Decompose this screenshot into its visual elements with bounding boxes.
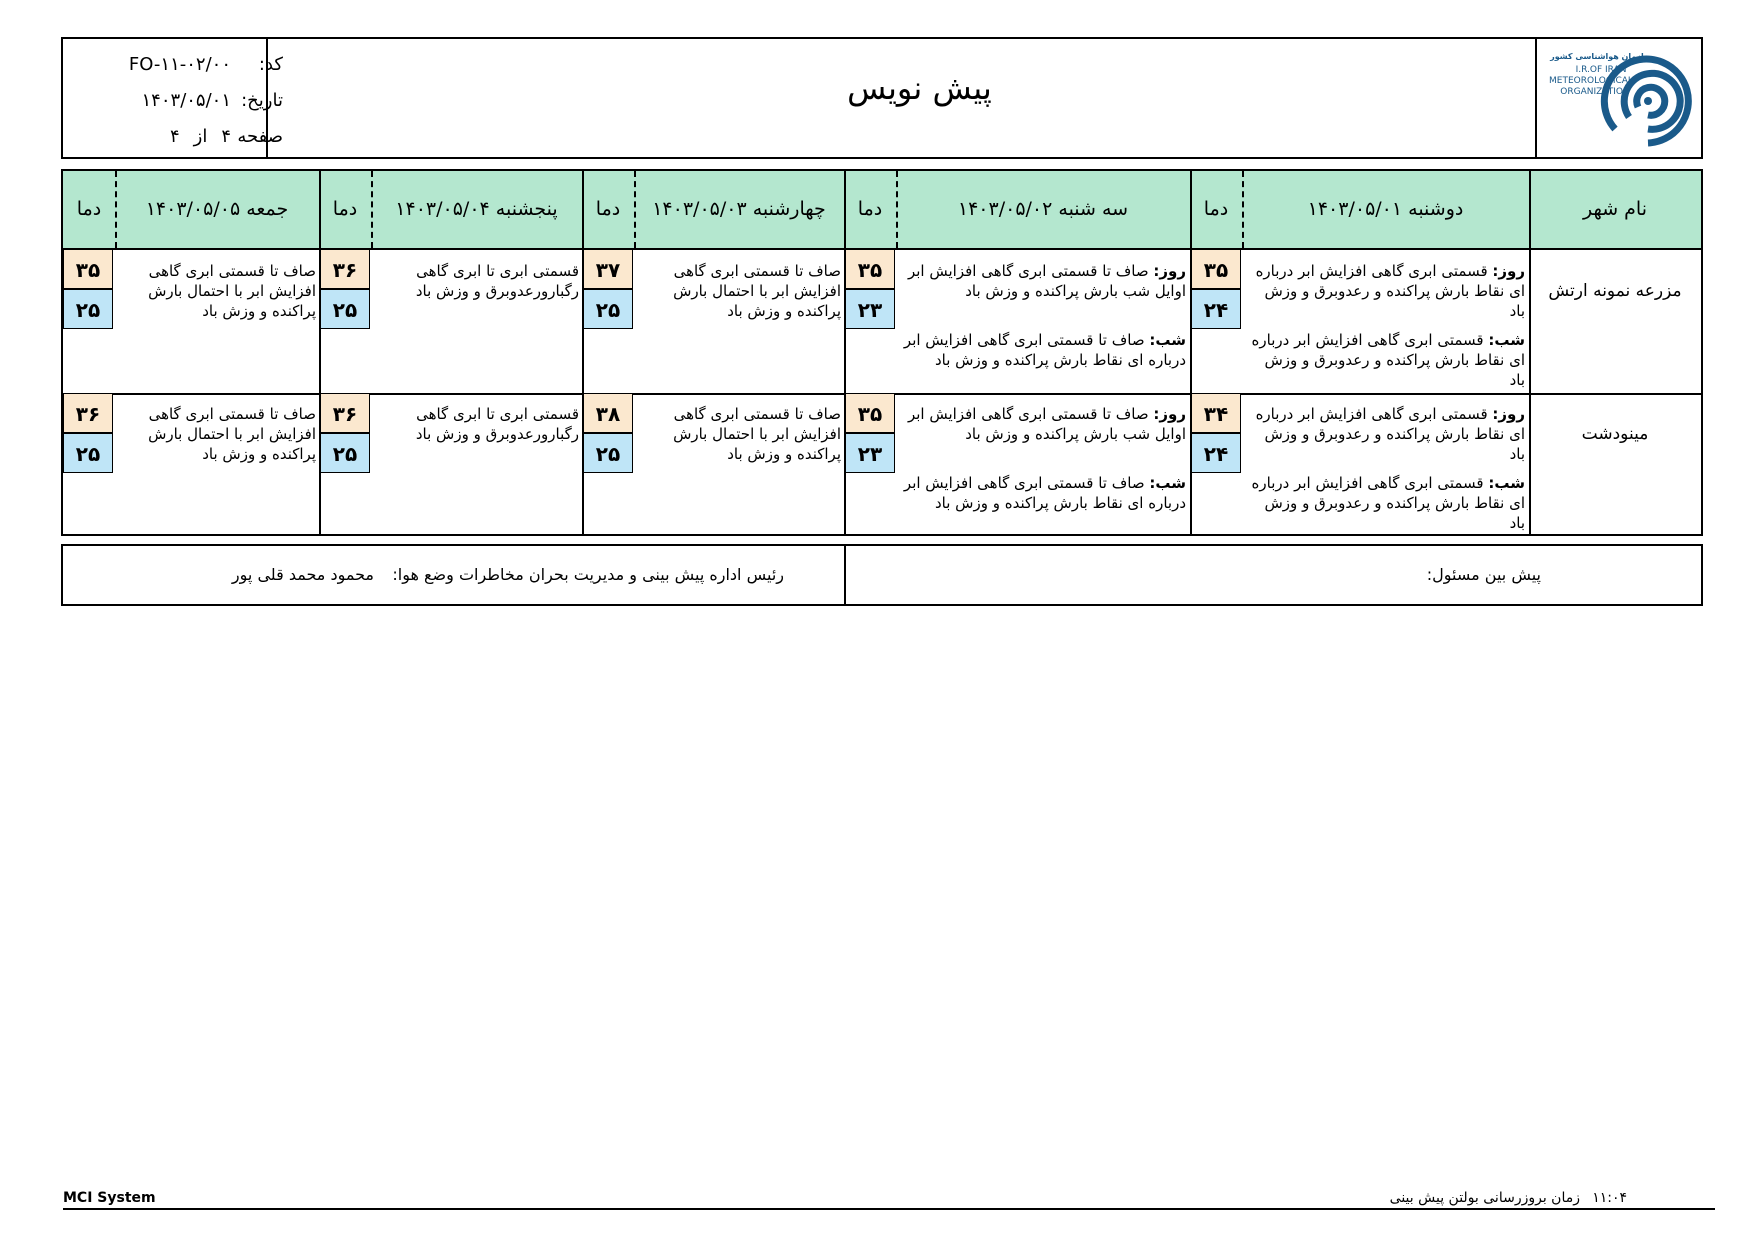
forecast-day-text: روز: قسمتی ابری گاهی افزایش ابر درباره ای نقاط بارش پراکنده و رعدوبرق و وزش باد — [1255, 262, 1525, 320]
city-header: نام شهر — [1582, 198, 1648, 220]
min-temp: ۲۵ — [320, 433, 370, 473]
day-label: روز: — [1153, 405, 1186, 423]
min-temp: ۲۵ — [320, 289, 370, 329]
forecast-night-text: شب: قسمتی ابری گاهی افزایش ابر درباره ای نقاط بارش پراکنده و رعدوبرق و وزش باد — [1251, 331, 1525, 389]
min-temp: ۲۳ — [845, 289, 895, 329]
update-time: ۱۱:۰۴ — [1592, 1190, 1627, 1206]
temp-header-3: دما — [595, 198, 621, 220]
signature-footer — [61, 544, 1703, 606]
logo-emblem-icon — [1543, 45, 1693, 153]
max-temp: ۳۵ — [845, 249, 895, 289]
document-meta — [83, 47, 283, 155]
temp-header-5: دما — [76, 198, 102, 220]
max-temp: ۳۵ — [845, 393, 895, 433]
forecast-day-text: روز: صاف تا قسمتی ابری گاهی افزایش ابر اوایل شب بارش پراکنده و وزش باد — [907, 405, 1186, 443]
header-divider — [1535, 39, 1537, 157]
forecast-night-text: شب: صاف تا قسمتی ابری گاهی افزایش ابر درباره ای نقاط بارش پراکنده و وزش باد — [903, 474, 1186, 512]
temp-header-2: دما — [857, 198, 883, 220]
organization-logo — [1543, 45, 1693, 153]
forecast-table — [61, 169, 1703, 536]
logo-en-text-1: I.R.OF IRAN — [1575, 65, 1627, 75]
department-head-name: محمود محمد قلی پور — [231, 565, 374, 584]
min-temp: ۲۳ — [845, 433, 895, 473]
update-label: زمان بروزرسانی بولتن پیش بینی — [1389, 1190, 1580, 1206]
min-temp: ۲۵ — [63, 433, 113, 473]
min-temp: ۲۴ — [1191, 433, 1241, 473]
logo-fa-text: سازمان هواشناسی کشور — [1550, 52, 1652, 61]
night-label: شب: — [1488, 331, 1525, 349]
department-head-label: رئیس اداره پیش بینی و مدیریت بحران مخاطرات وضع هوا: — [392, 565, 784, 584]
min-temp: ۲۵ — [583, 289, 633, 329]
forecast-night-text: شب: صاف تا قسمتی ابری گاهی افزایش ابر درباره ای نقاط بارش پراکنده و وزش باد — [903, 331, 1186, 369]
day-label: روز: — [1492, 405, 1525, 423]
day-label: روز: — [1153, 262, 1186, 280]
forecast-text: صاف تا قسمتی ابری گاهی افزایش ابر با احتمال بارش پراکنده و وزش باد — [148, 262, 316, 320]
page-title: پیش نویس — [847, 69, 992, 107]
forecast-day-text: روز: صاف تا قسمتی ابری گاهی افزایش ابر اوایل شب بارش پراکنده و وزش باد — [907, 262, 1186, 300]
min-temp: ۲۴ — [1191, 289, 1241, 329]
min-temp: ۲۵ — [63, 289, 113, 329]
temp-header-1: دما — [1203, 198, 1229, 220]
day-header-3: چهارشنبه ۱۴۰۳/۰۵/۰۳ — [652, 198, 826, 220]
max-temp: ۳۵ — [63, 249, 113, 289]
page-number: ۴ — [221, 126, 231, 147]
header-divider — [266, 39, 268, 157]
page-label: صفحه — [237, 126, 283, 147]
night-label: شب: — [1488, 474, 1525, 492]
forecast-text: صاف تا قسمتی ابری گاهی افزایش ابر با احتمال بارش پراکنده و وزش باد — [673, 262, 841, 320]
forecast-day-text: روز: قسمتی ابری گاهی افزایش ابر درباره ای نقاط بارش پراکنده و رعدوبرق و وزش باد — [1255, 405, 1525, 463]
day-header-5: جمعه ۱۴۰۳/۰۵/۰۵ — [145, 198, 289, 220]
temp-header-4: دما — [332, 198, 358, 220]
max-temp: ۳۵ — [1191, 249, 1241, 289]
min-temp: ۲۵ — [583, 433, 633, 473]
night-label: شب: — [1149, 331, 1186, 349]
day-header-4: پنجشنبه ۱۴۰۳/۰۵/۰۴ — [395, 198, 558, 220]
city-name: مینودشت — [1581, 424, 1649, 444]
form-code: FO-۱۱-۰۲/۰۰ — [128, 54, 231, 75]
system-name: MCI System — [63, 1190, 156, 1206]
forecast-text: صاف تا قسمتی ابری گاهی افزایش ابر با احتمال بارش پراکنده و وزش باد — [148, 405, 316, 463]
forecaster-label: پیش بین مسئول: — [1426, 565, 1541, 584]
page-total: ۴ — [169, 126, 180, 147]
forecast-text: صاف تا قسمتی ابری گاهی افزایش ابر با احتمال بارش پراکنده و وزش باد — [673, 405, 841, 463]
max-temp: ۳۷ — [583, 249, 633, 289]
day-label: روز: — [1492, 262, 1525, 280]
max-temp: ۳۶ — [63, 393, 113, 433]
max-temp: ۳۴ — [1191, 393, 1241, 433]
day-header-2: سه شنبه ۱۴۰۳/۰۵/۰۲ — [957, 198, 1129, 220]
page-of-label: از — [193, 126, 208, 147]
footer-divider — [844, 546, 846, 604]
max-temp: ۳۸ — [583, 393, 633, 433]
forecast-text: قسمتی ابری تا ابری گاهی رگبارورعدوبرق و وزش باد — [415, 262, 579, 300]
forecast-night-text: شب: قسمتی ابری گاهی افزایش ابر درباره ای نقاط بارش پراکنده و رعدوبرق و وزش باد — [1251, 474, 1525, 532]
day-header-1: دوشنبه ۱۴۰۳/۰۵/۰۱ — [1307, 198, 1464, 220]
bottom-bar — [63, 1188, 1715, 1210]
forecast-text: قسمتی ابری تا ابری گاهی رگبارورعدوبرق و وزش باد — [415, 405, 579, 443]
issue-date: ۱۴۰۳/۰۵/۰۱ — [141, 90, 231, 111]
document-header — [61, 37, 1703, 159]
logo-en-text-3: ORGANIZATION — [1560, 87, 1630, 97]
night-label: شب: — [1149, 474, 1186, 492]
code-label: کد: — [258, 54, 283, 75]
date-label: تاریخ: — [241, 90, 283, 111]
max-temp: ۳۶ — [320, 393, 370, 433]
city-name: مزرعه نمونه ارتش — [1548, 281, 1682, 301]
max-temp: ۳۶ — [320, 249, 370, 289]
logo-en-text-2: METEOROLOGICAL — [1549, 76, 1633, 86]
